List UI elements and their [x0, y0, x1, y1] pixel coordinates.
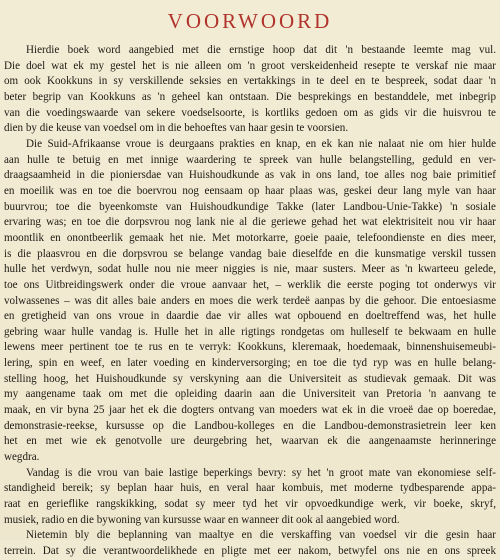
- text-line: is die plaasvrou en die dorpsvrou se belange vandag baie dieselfde en die kunsmatige verskil tussen: [4, 247, 496, 260]
- text-line: Vandag is die vrou van baie lastige beperkings bevry: sy het 'n groot mate van ekonomiese self-: [26, 466, 496, 479]
- text-line: toe ons Uitbreidingswerk onder die vroue aanvaar het, – werklik die eerste poging tot onderwys vir: [4, 278, 496, 291]
- text-line: draagsaamheid in die pioniersdae van Huishoudkunde as vak in ons land, toe alles nog baie primitief: [4, 169, 496, 182]
- text-line: gebring waar hulle vandag is. Hulle het in alle rigtings rondgetas om hulleself te bekwaam en hulle: [4, 325, 496, 338]
- text-line: dien by die keuse van voedsel om in die behoeftes van haar gesin te voorsien.: [4, 122, 349, 135]
- text-line: volwassenes – was dit alles baie anders en moes die werk terdeë aanpas by die gehoor. Die entoesiasme: [4, 294, 496, 307]
- paragraph: [4, 528, 496, 559]
- paragraph: [4, 137, 496, 466]
- text-line: standigheid bereik; sy beplan haar huis, en veral haar kombuis, met moderne tydbesparende appa-: [4, 482, 496, 495]
- text-line: het en met wie ek genotvolle ure deurgebring het, waarvan ek die aangenaamste herinneringe: [4, 435, 496, 448]
- text-line: stelling hoog, het Huishoudkunde sy verskyning aan die Universiteit as studievak gemaak. Dit was: [4, 372, 496, 385]
- text-line: en moeilik was en toe die boervrou nog eensaam op haar plaas was, geskei deur lang myle van haar: [4, 184, 496, 197]
- text-line: maak, en vir byna 25 jaar het ek die dogters ontvang van moeders wat ek in die vroeë dae op boeredae,: [4, 404, 496, 417]
- text-line: musiek, radio en die bywoning van kursusse waar en wanneer dit ook al aangebied word.: [4, 513, 400, 526]
- text-line: hulle het verdwyn, sodat hulle nou nie meer niggies is nie, maar susters. Meer as 'n kwarteeu gelede,: [4, 263, 496, 276]
- page-title: VOORWOORD: [167, 9, 333, 33]
- text-line: Nietemin bly die beplanning van maaltye en die verskaffing van voedsel vir die gesin haar: [26, 529, 496, 542]
- text-line: demonstrasie-reekse, kursusse op die Landbou-kolleges en die Landbou-demonstrasietrein leer ken: [4, 419, 496, 432]
- text-line: raat en gerieflike rangskikking, sodat sy meer tyd het vir opvoedkundige werk, vir boeke, skryf,: [4, 498, 496, 511]
- text-line: en gretigheid van ons vroue in daardie dae vir alles wat opbouend en doeltreffend was, het hulle: [4, 310, 496, 323]
- body-text: [4, 43, 496, 560]
- text-line: Hierdie boek word aangebied met die ernstige hoop dat dit 'n bestaande leemte mag vul.: [26, 44, 496, 56]
- text-line: buurvrou; toe die byeenkomste van Huishoudkundige Takke (later Landbou-Unie-Takke) 'n sosiale: [4, 200, 496, 213]
- text-line: terrein. Dat sy die verantwoordelikhede en pligte met eer nakom, betwyfel ons nie en ons spreek: [4, 545, 496, 557]
- text-line: lewens meer pertinent toe te rus en te verryk: Kookkuns, kleremaak, hoedemaak, binnenshuisemeubi-: [4, 341, 496, 354]
- text-line: ervaring was; en toe die dorpsvrou nog lank nie al die geriewe gehad het wat elektrisiteit nou vir haar: [4, 216, 496, 229]
- text-line: beter begrip van Kookkuns as 'n geheel kan ontstaan. Die besprekings en bestanddele, met inbegrip: [4, 90, 496, 103]
- text-line: van die voedingswaarde van sekere voedselsoorte, is kortliks gedoen om as gids vir die huisvrou te: [4, 106, 496, 119]
- text-line: my aangename taak om met die opleiding daarin aan die Universiteit van Pretoria 'n aanvang te: [4, 388, 496, 401]
- text-line: om ook Kookkuns in sy verskillende seksies en vertakkings in te deel en te bespreek, sodat daar 'n: [4, 75, 496, 88]
- text-line: aan hulle te betuig en met innige waardering te spreek van hulle belangstelling, geduld en ver-: [4, 153, 496, 166]
- text-line: lering, spin en weef, en later voeding en kinderversorging; en toe die tyd ryp was en hulle belang-: [4, 357, 496, 370]
- paragraph: [4, 43, 496, 137]
- text-line: moontlik en onontbeerlik gemaak het nie. Met motorkarre, goeie paaie, telefoondienste en dies meer,: [4, 231, 496, 244]
- text-line: wegdra.: [4, 451, 40, 464]
- paragraph: [4, 466, 496, 529]
- text-line: Die Suid-Afrikaanse vroue is deurgaans prakties en knap, en ek kan nie nalaat nie om hier hulde: [26, 137, 496, 150]
- text-line: Die doel wat ek my gestel het is nie alleen om 'n groot verskeidenheid resepte te verskaf nie maar: [4, 59, 496, 72]
